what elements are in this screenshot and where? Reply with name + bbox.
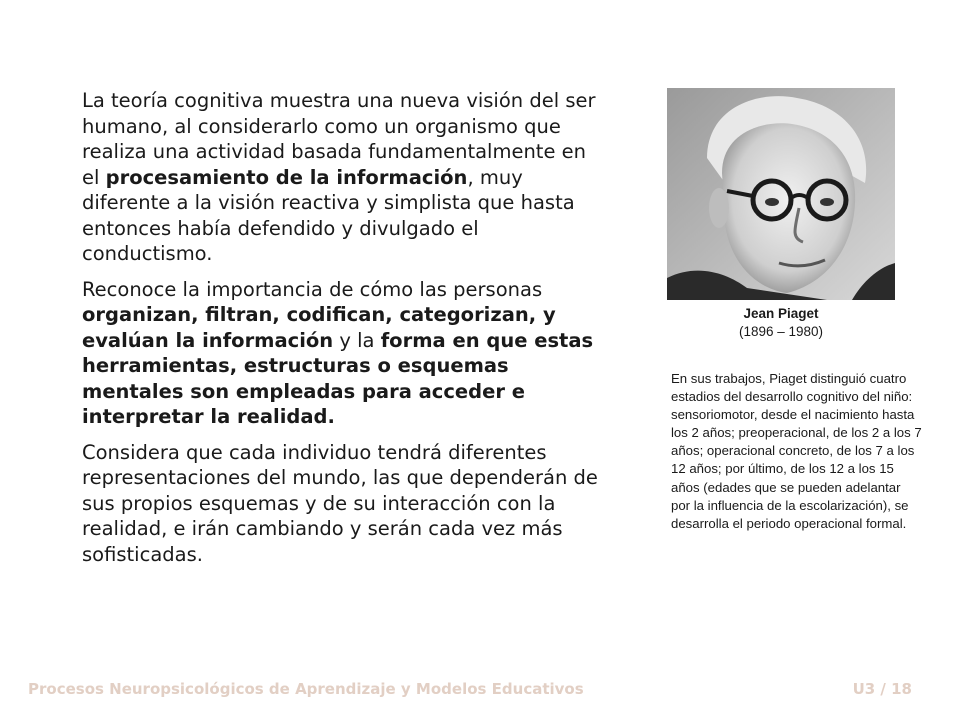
portrait-caption xyxy=(667,305,895,341)
bold-phrase: forma en que estas herramientas, estructuras o esquemas mentales son empleadas para acceder e interpretar la realidad. xyxy=(82,328,594,428)
side-note: En sus trabajos, Piaget distinguió cuatro estadios del desarrollo cognitivo del niño: sensoriomotor, desde el nacimiento hasta los 2 años; preoperacional, de los 2 a los 7 años; operacional concreto, de los 7 a los 12 años; por último, de los 12 a los 15 años (edades que se pueden adelantar por la influencia de la escolarización), se desarrolla el periodo operacional formal. xyxy=(671,371,922,531)
paragraph-3: Considera que cada individuo tendrá diferentes representaciones del mundo, las que dependerán de sus propios esquemas y de su interacción con la realidad, e irán cambiando y serán cada vez más sofisticadas. xyxy=(82,440,598,566)
paragraph-1: La teoría cognitiva muestra una nueva visión del ser humano, al considerarlo como un organismo que realiza una actividad basada fundamentalmente en el procesamiento de la información, muy diferente a la visión reactiva y simplista que hasta entonces había defendido y divulgado el conductismo. xyxy=(82,89,596,265)
footer xyxy=(28,680,912,698)
main-text xyxy=(82,88,602,577)
portrait-photo xyxy=(667,88,895,300)
portrait-illustration xyxy=(667,88,895,300)
portrait-name: Jean Piaget xyxy=(743,306,819,321)
bold-phrase: procesamiento de la información xyxy=(105,165,468,189)
bold-phrase: organizan, filtran, codifican, categorizan, y evalúan la información xyxy=(82,303,556,352)
paragraph-2: Reconoce la importancia de cómo las personas organizan, filtran, codifican, categorizan, y evalúan la información y la forma en que estas herramientas, estructuras o esquemas mentales son empleadas para acceder e interpretar la realidad. xyxy=(82,277,594,428)
page-number: U3 / 18 xyxy=(852,680,912,698)
footer-title: Procesos Neuropsicológicos de Aprendizaje y Modelos Educativos xyxy=(28,680,584,698)
portrait-dates: (1896 – 1980) xyxy=(738,324,824,339)
